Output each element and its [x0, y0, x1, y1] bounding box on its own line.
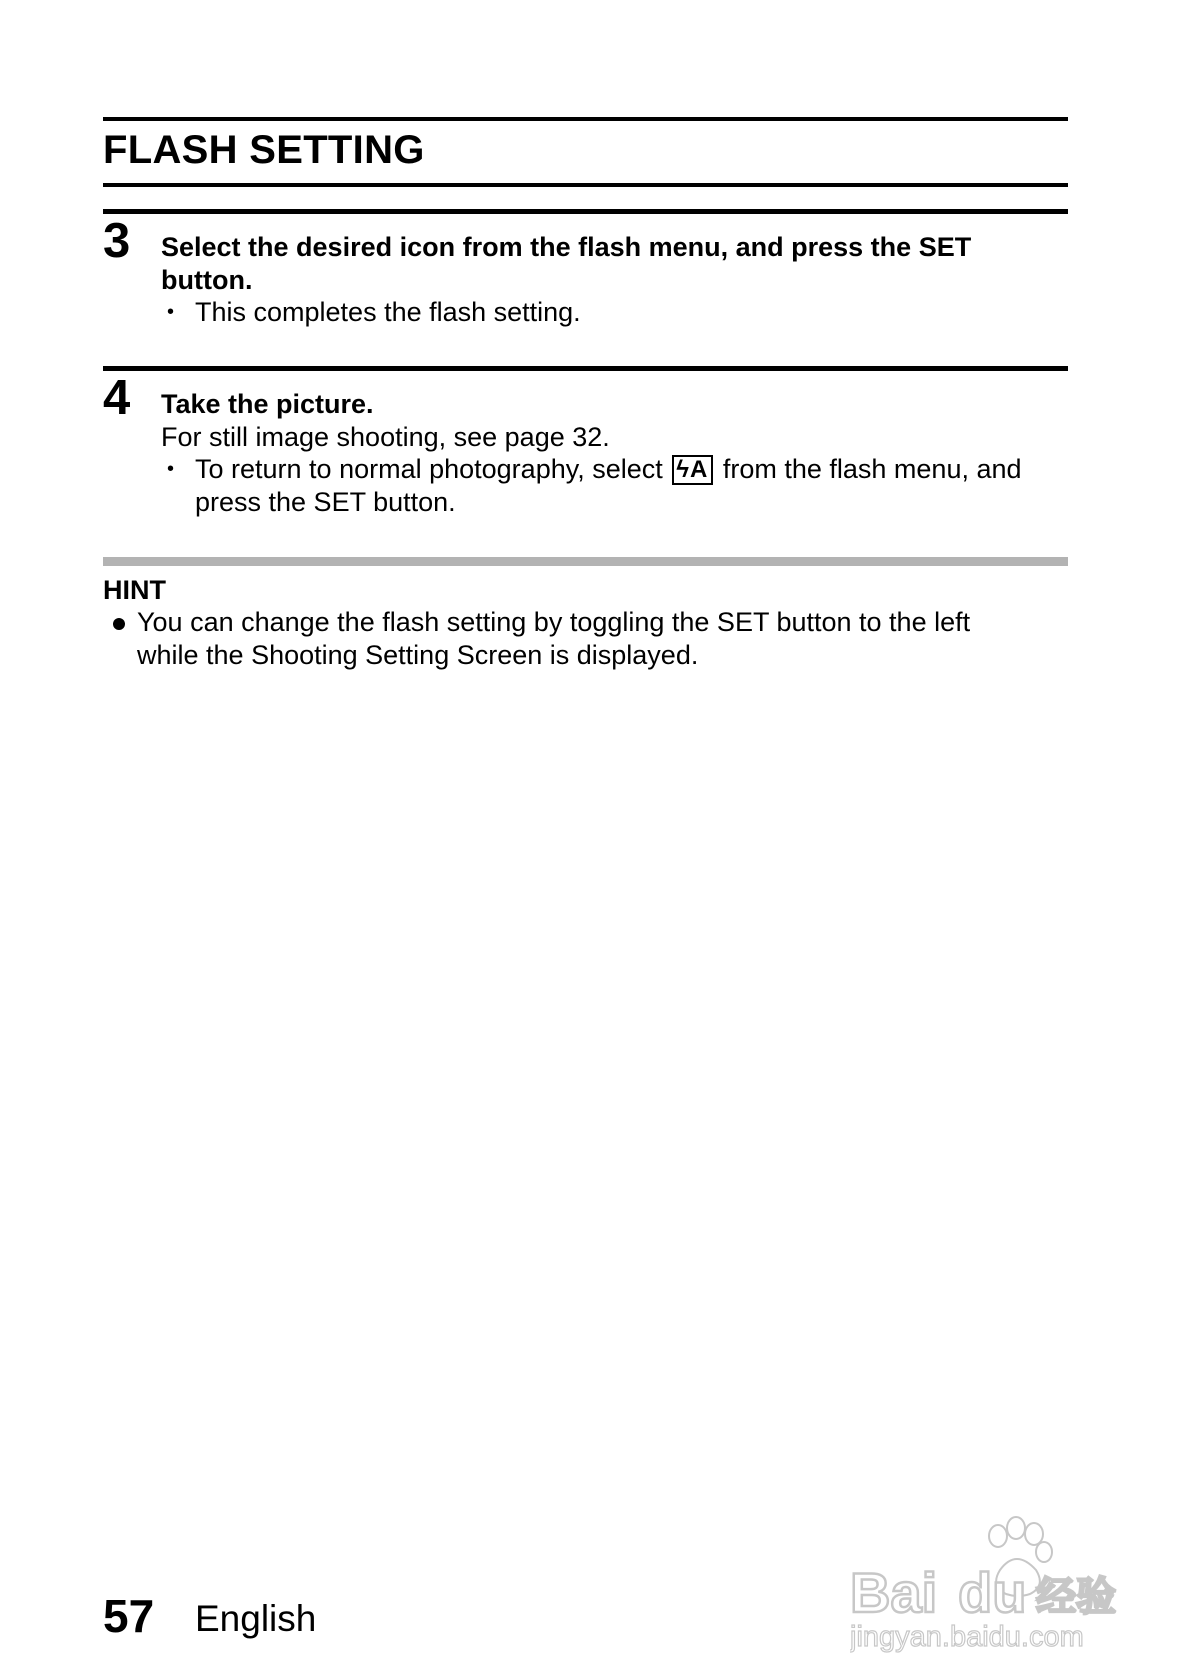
bullet-icon: • [167, 301, 175, 323]
step-4-bullet [161, 453, 1066, 518]
bullet-icon [113, 618, 125, 630]
hint-title: HINT [103, 575, 166, 605]
step-3-bullet [161, 296, 1066, 329]
step-4-heading: Take the picture. [161, 389, 374, 419]
step-4-bullet-line-1 [195, 453, 1066, 486]
hint-item [103, 606, 1063, 671]
title-top-rule [103, 117, 1068, 121]
bullet-icon: • [167, 458, 175, 480]
hint-item-line-2: while the Shooting Setting Screen is displayed. [137, 639, 699, 670]
flash-auto-icon: ϟA [672, 455, 713, 485]
watermark-url: jingyan.baidu.com [850, 1621, 1084, 1653]
step-4-number: 4 [103, 371, 131, 425]
svg-text:经验: 经验 [1036, 1575, 1116, 1619]
baidu-jingyan-watermark [850, 1510, 1140, 1660]
title-bottom-rule [103, 183, 1068, 187]
step-3-number: 3 [103, 214, 131, 268]
hint-body [103, 606, 1063, 671]
page-language: English [195, 1598, 317, 1639]
hint-item-line-1: You can change the flash setting by toggling the SET button to the left [137, 607, 971, 637]
page-title: FLASH SETTING [103, 128, 425, 172]
step-3-heading-line-1: Select the desired icon from the flash menu, and press the SET [161, 232, 972, 262]
step-4-body: For still image shooting, see page 32. [161, 421, 610, 452]
hint-rule [103, 557, 1068, 566]
page-number: 57 [103, 1590, 155, 1642]
step-3-heading-line-2: button. [161, 264, 253, 295]
step-4-rule [103, 366, 1068, 371]
step-4-block [161, 388, 1066, 518]
step-4-bullet-pre-text: To return to normal photography, select [195, 454, 663, 484]
svg-text:Bai: Bai [850, 1561, 938, 1624]
step-3-rule [103, 209, 1068, 214]
step-3-bullet-text: This completes the flash setting. [195, 297, 581, 327]
step-4-bullet-post-text: from the flash menu, and [722, 454, 1022, 484]
step-3-block [161, 231, 1066, 329]
svg-text:du: du [958, 1561, 1027, 1624]
step-4-bullet-line-2: press the SET button. [195, 486, 456, 517]
